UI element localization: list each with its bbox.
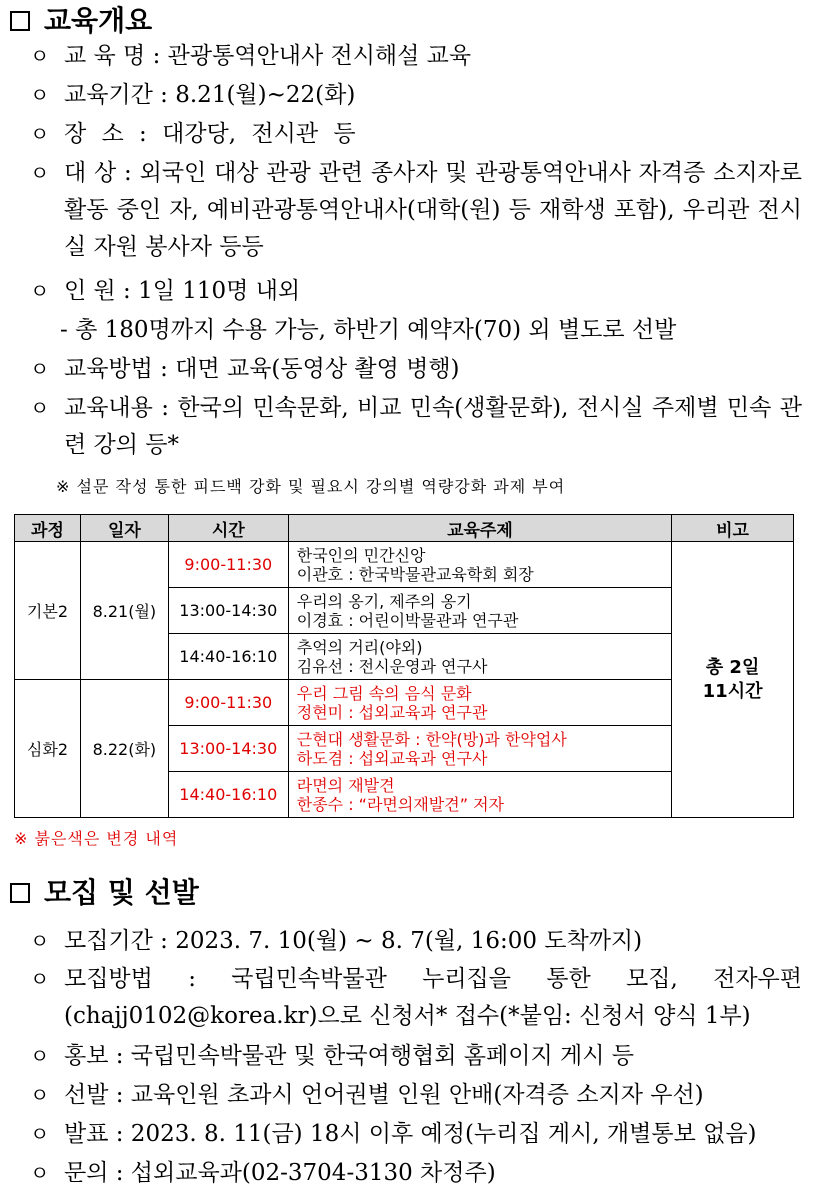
- overview-item-name: [30, 38, 802, 75]
- course-cell: 기본2: [15, 542, 81, 680]
- item-text: 모집기간 : 2023. 7. 10(월) ~ 8. 7(월, 16:00 도착까지): [64, 928, 643, 954]
- date-cell: 8.22(화): [80, 680, 168, 818]
- topic-cell: [288, 726, 671, 772]
- item-text: 대 상 : 외국인 대상 관광 관련 종사자 및 관광통역안내사 자격증 소지자로 활동 중인 자, 예비관광통역안내사(대학(원) 등 재학생 포함), 우리관 전시실 자원 봉사자 등등: [64, 160, 802, 260]
- section-title-text: 모집 및 선발: [44, 876, 199, 909]
- item-text: 문의 : 섭외교육과(02-3704-3130 차정주): [64, 1160, 496, 1186]
- bullet-icon: ㅇ: [30, 1044, 50, 1068]
- item-text: 교육방법 : 대면 교육(동영상 촬영 병행): [64, 356, 460, 382]
- header-topic: 교육주제: [288, 515, 671, 542]
- time-cell: 14:40-16:10: [168, 772, 288, 818]
- section-title-text: 교육개요: [44, 4, 153, 37]
- item-text: 발표 : 2023. 8. 11(금) 18시 이후 예정(누리집 게시, 개별통보 없음): [64, 1121, 757, 1147]
- date-cell: 8.21(월): [80, 542, 168, 680]
- time-cell: 14:40-16:10: [168, 634, 288, 680]
- time-cell: 9:00-11:30: [168, 542, 288, 588]
- bullet-icon: ㅇ: [30, 967, 50, 991]
- recruit-item-promo: [30, 1038, 802, 1075]
- topic-title: 한국인의 민간신앙: [296, 545, 426, 565]
- checkbox-square-icon: [10, 883, 30, 903]
- item-text: 장 소 : 대강당, 전시관 등: [64, 121, 356, 147]
- topic-lecturer: 정현미 : 섭외교육과 연구관: [296, 702, 488, 722]
- header-time: 시간: [168, 515, 288, 542]
- topic-cell: [288, 772, 671, 818]
- topic-cell: [288, 634, 671, 680]
- topic-lecturer: 하도겸 : 섭외교육과 연구사: [296, 748, 488, 768]
- overview-item-content: [30, 390, 802, 464]
- topic-title: 근현대 생활문화 : 한약(방)과 한약업사: [296, 729, 567, 749]
- header-course: 과정: [15, 515, 81, 542]
- bullet-icon: ㅇ: [30, 357, 50, 381]
- recruit-item-period: [30, 923, 802, 960]
- item-text: 선발 : 교육인원 초과시 언어권별 인원 안배(자격증 소지자 우선): [64, 1082, 704, 1108]
- overview-item-period: [30, 77, 802, 114]
- course-cell: 심화2: [15, 680, 81, 818]
- count-sub-note: - 총 180명까지 수용 가능, 하반기 예약자(70) 외 별도로 선발: [60, 317, 677, 343]
- topic-lecturer: 이경효 : 어린이박물관과 연구관: [296, 610, 519, 630]
- bullet-icon: ㅇ: [30, 44, 50, 68]
- bullet-icon: ㅇ: [30, 1122, 50, 1146]
- bullet-icon: ㅇ: [30, 1083, 50, 1107]
- feedback-footnote: ※ 설문 작성 통한 피드백 강화 및 필요시 강의별 역량강화 과제 부여: [56, 477, 566, 496]
- bullet-icon: ㅇ: [30, 279, 50, 303]
- checkbox-square-icon: [10, 11, 30, 31]
- item-text: 홍보 : 국립민속박물관 및 한국여행협회 홈페이지 게시 등: [64, 1043, 634, 1069]
- section-title-overview: [10, 4, 152, 38]
- bullet-icon: ㅇ: [30, 83, 50, 107]
- topic-title: 라면의 재발견: [296, 775, 395, 795]
- item-text: 인 원 : 1일 110명 내외: [64, 278, 301, 304]
- item-text: 교육기간 : 8.21(월)~22(화): [64, 82, 356, 108]
- overview-item-place: [30, 116, 802, 153]
- topic-lecturer: 김유선 : 전시운영과 연구사: [296, 656, 488, 676]
- bullet-icon: ㅇ: [30, 396, 50, 420]
- bullet-icon: ㅇ: [30, 122, 50, 146]
- time-cell: 13:00-14:30: [168, 726, 288, 772]
- overview-item-method: [30, 351, 802, 388]
- item-text: 교 육 명 : 관광통역안내사 전시해설 교육: [64, 43, 472, 69]
- topic-lecturer: 한종수 : “라면의재발견” 저자: [296, 794, 504, 814]
- bullet-icon: ㅇ: [30, 161, 50, 185]
- recruit-item-selection: [30, 1077, 802, 1114]
- section-title-recruit: [10, 876, 199, 910]
- recruit-item-method: [30, 961, 802, 1035]
- topic-title: 우리 그림 속의 음식 문화: [296, 683, 472, 703]
- topic-cell: [288, 680, 671, 726]
- header-date: 일자: [80, 515, 168, 542]
- note-days: 총 2일: [705, 656, 760, 678]
- topic-lecturer: 이관호 : 한국박물관교육학회 회장: [296, 564, 534, 584]
- topic-cell: [288, 588, 671, 634]
- schedule-table: [14, 514, 794, 818]
- overview-item-count: [30, 273, 802, 310]
- change-note: ※ 붉은색은 변경 내역: [14, 829, 179, 848]
- topic-title: 추억의 거리(야외): [296, 637, 423, 657]
- topic-title: 우리의 옹기, 제주의 옹기: [296, 591, 472, 611]
- item-text: 모집방법 : 국립민속박물관 누리집을 통한 모집, 전자우편 (chajj0102@korea.kr)으로 신청서* 접수(*붙임: 신청서 양식 1부): [64, 966, 802, 1029]
- note-cell: [672, 542, 794, 818]
- table-row: [15, 542, 794, 588]
- header-note: 비고: [672, 515, 794, 542]
- time-cell: 9:00-11:30: [168, 680, 288, 726]
- recruit-item-contact: [30, 1155, 802, 1192]
- note-hours: 11시간: [702, 680, 763, 702]
- bullet-icon: ㅇ: [30, 1161, 50, 1185]
- time-cell: 13:00-14:30: [168, 588, 288, 634]
- table-header-row: [15, 515, 794, 542]
- topic-cell: [288, 542, 671, 588]
- recruit-item-announce: [30, 1116, 802, 1153]
- item-text: 교육내용 : 한국의 민속문화, 비교 민속(생활문화), 전시실 주제별 민속 관련 강의 등*: [64, 395, 802, 458]
- overview-item-target: [30, 155, 802, 266]
- bullet-icon: ㅇ: [30, 929, 50, 953]
